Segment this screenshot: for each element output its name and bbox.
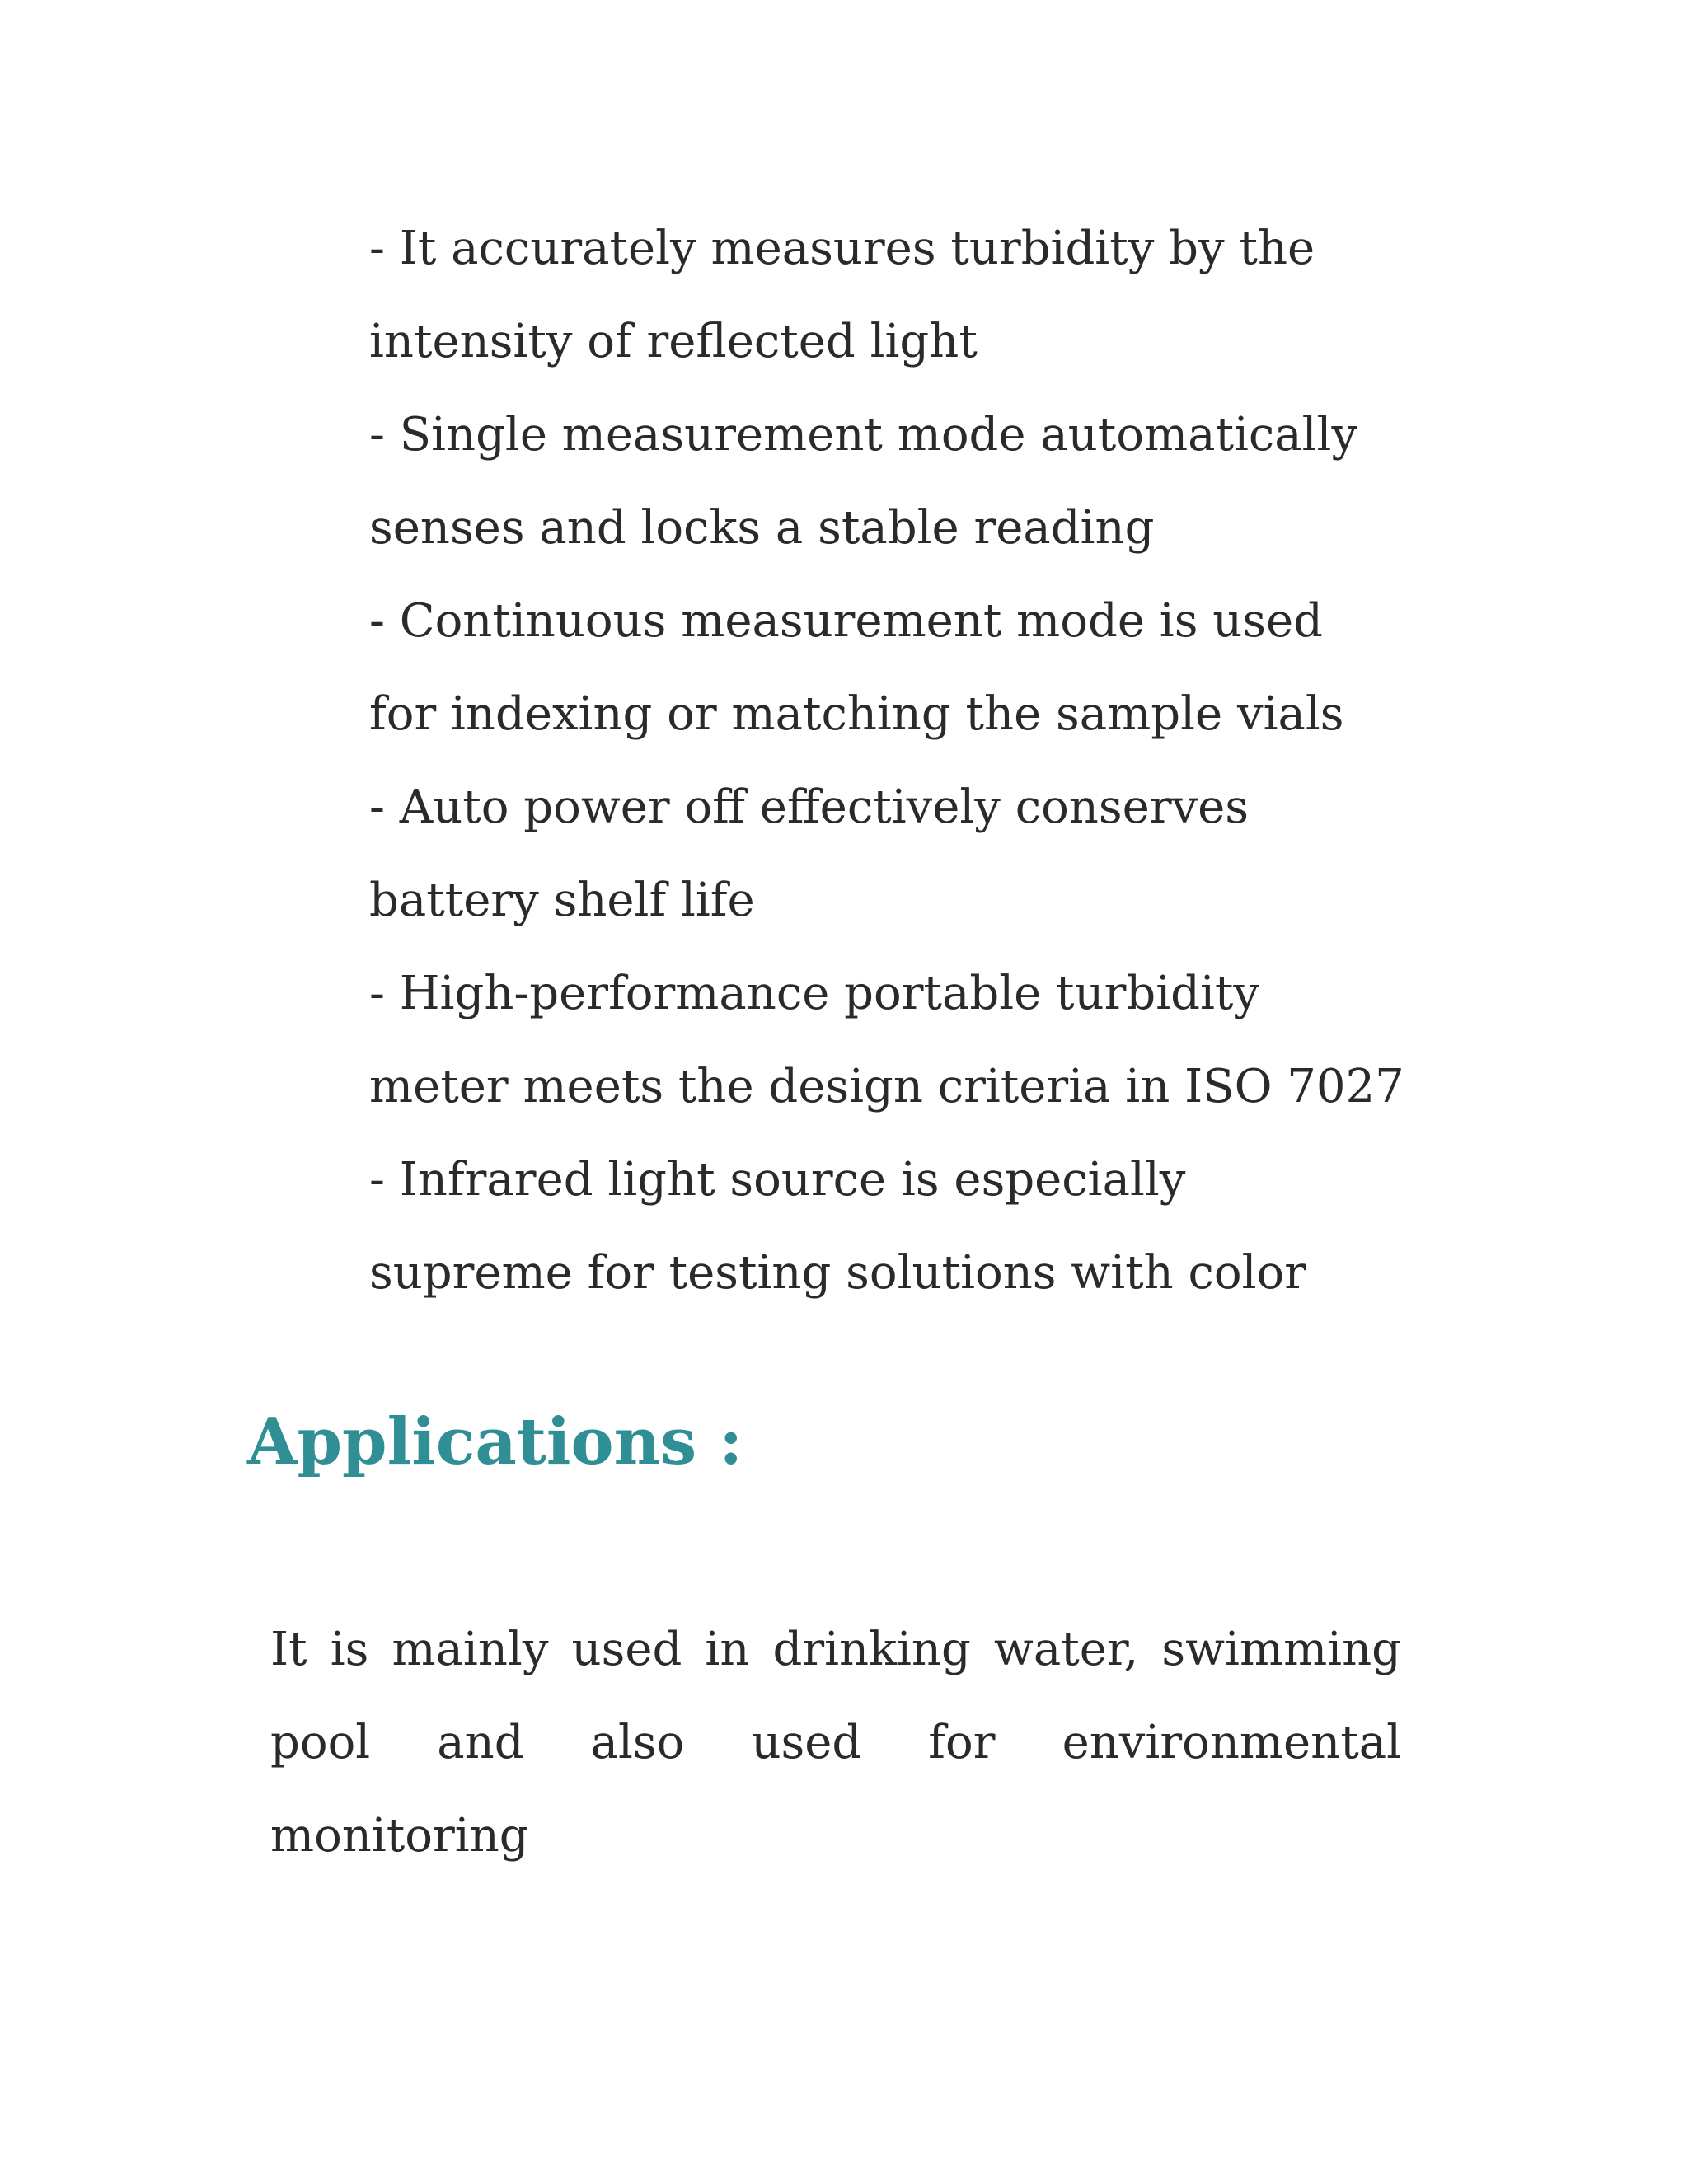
feature-line-7: - Auto power off effectively conserves — [369, 780, 1250, 834]
feature-line-6: for indexing or matching the sample vials — [369, 687, 1344, 741]
feature-line-8: battery shelf life — [369, 874, 755, 927]
feature-line-9: - High-performance portable turbidity — [369, 967, 1260, 1020]
feature-line-3: - Single measurement mode automatically — [369, 408, 1358, 462]
feature-line-2: intensity of reflected light — [369, 315, 978, 368]
feature-list — [369, 202, 1441, 1319]
feature-line-10: meter meets the design criteria in ISO 7027 — [369, 1060, 1404, 1113]
applications-heading: Applications : — [247, 1404, 743, 1479]
feature-line-11: - Infrared light source is especially — [369, 1153, 1186, 1207]
feature-line-5: - Continuous measurement mode is used — [369, 594, 1324, 648]
applications-body: It is mainly used in drinking water, swimming pool and also used for environmental monitoring — [270, 1623, 1401, 1863]
feature-line-12: supreme for testing solutions with color — [369, 1246, 1306, 1300]
feature-line-1: - It accurately measures turbidity by the — [369, 222, 1315, 275]
feature-line-4: senses and locks a stable reading — [369, 501, 1155, 555]
